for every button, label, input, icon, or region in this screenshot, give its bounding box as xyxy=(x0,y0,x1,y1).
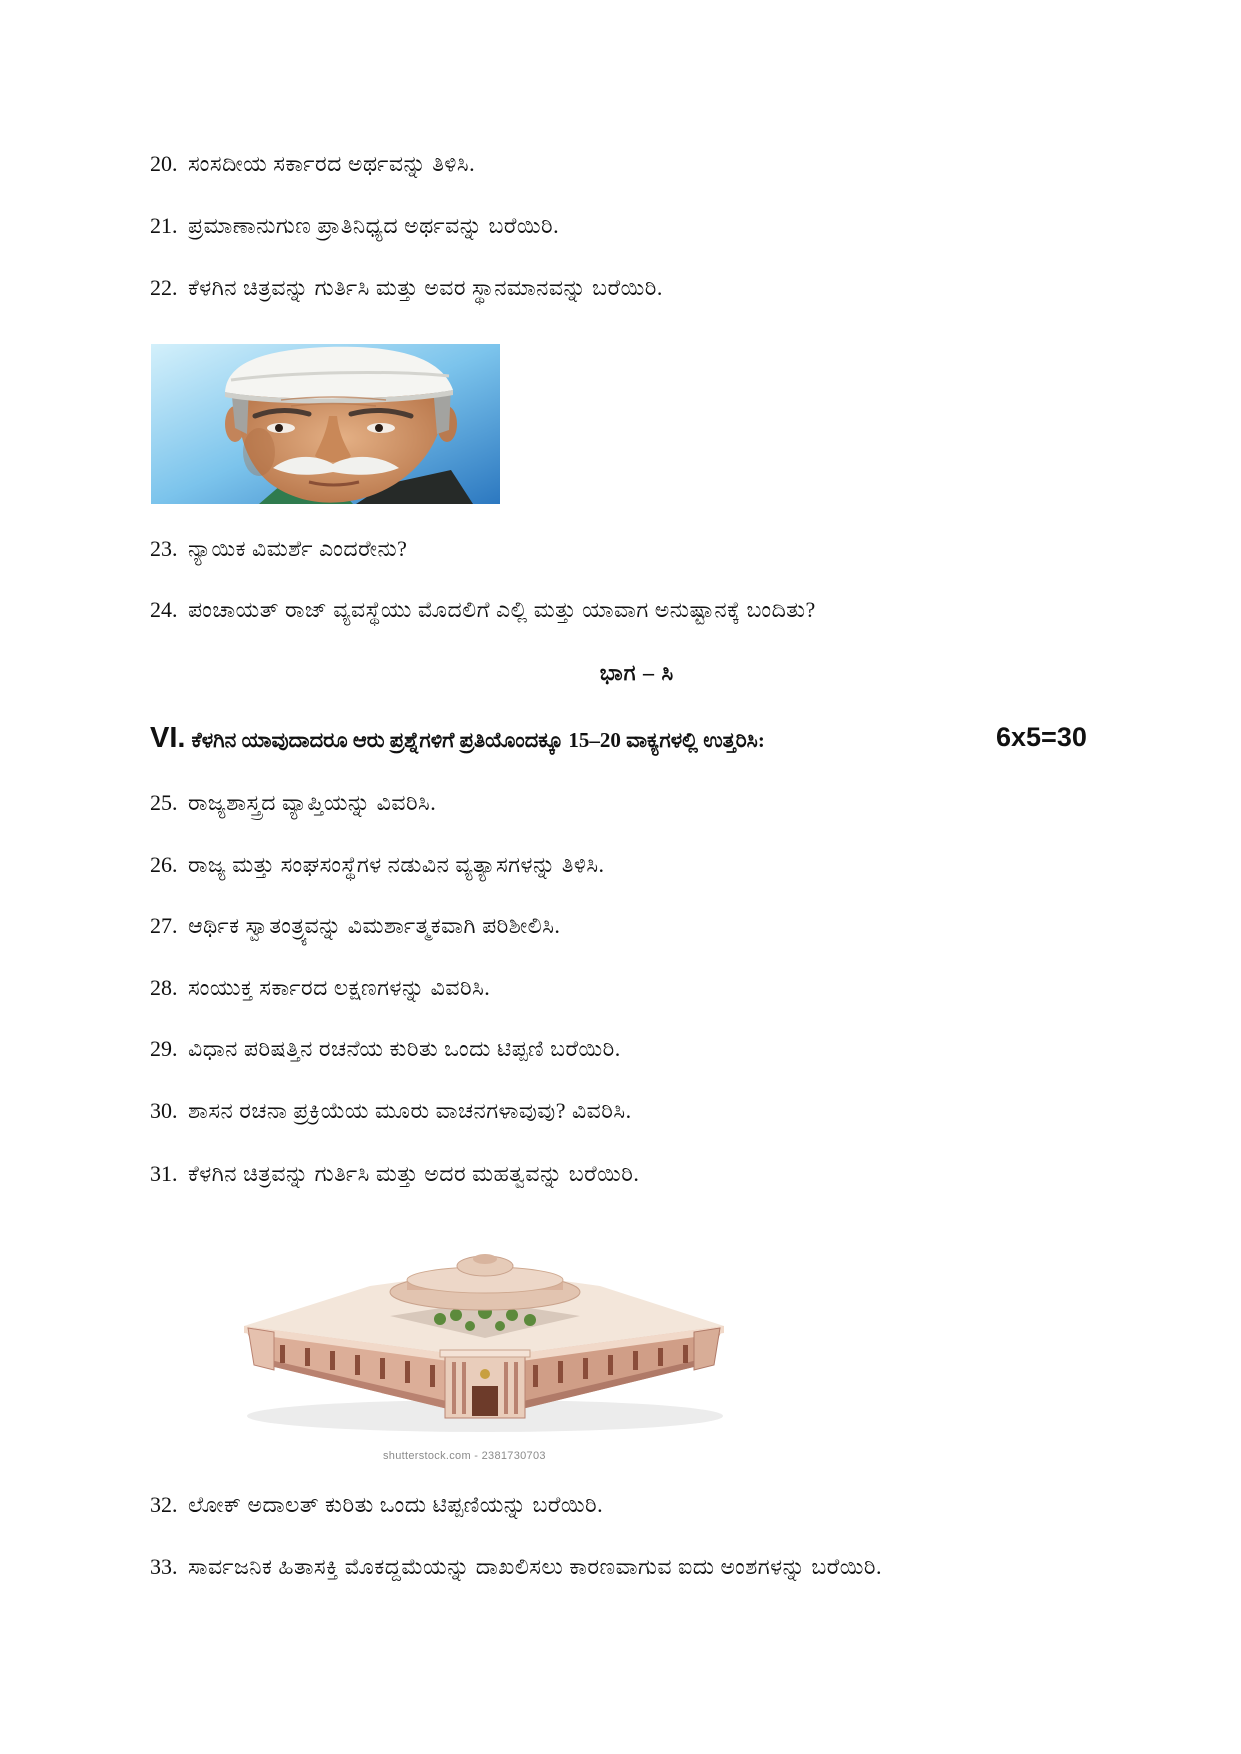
question-27 xyxy=(150,912,560,940)
question-25 xyxy=(150,789,436,817)
window xyxy=(683,1345,688,1363)
image-watermark: shutterstock.com - 2381730703 xyxy=(383,1450,546,1462)
question-number: 31. xyxy=(150,1161,178,1186)
question-number: 25. xyxy=(150,790,178,815)
right-pupil xyxy=(375,424,383,432)
parliament-building-figure xyxy=(240,1246,728,1466)
question-number: 26. xyxy=(150,852,178,877)
tree xyxy=(524,1314,536,1326)
question-text: ಕೆಳಗಿನ ಚಿತ್ರವನ್ನು ಗುರ್ತಿಸಿ ಮತ್ತು ಅದರ ಮಹತ್ವವನ್ನು ಬರೆಯಿರಿ. xyxy=(188,1161,640,1186)
question-21 xyxy=(150,212,559,240)
question-text: ರಾಜ್ಯಶಾಸ್ತ್ರದ ವ್ಯಾಪ್ತಿಯನ್ನು ವಿವರಿಸಿ. xyxy=(188,790,437,815)
window xyxy=(305,1348,310,1366)
instruction-text: ಕೆಳಗಿನ ಯಾವುದಾದರೂ ಆರು ಪ್ರಶ್ನೆಗಳಿಗೆ ಪ್ರತಿಯೊಂದಕ್ಕೂ 15–20 ವಾಕ್ಯಗಳಲ್ಲಿ ಉತ್ತರಿಸಿ: xyxy=(191,728,765,752)
left-pavilion xyxy=(248,1328,274,1370)
window xyxy=(430,1365,435,1387)
portrait-figure xyxy=(151,344,500,504)
question-number: 27. xyxy=(150,913,178,938)
marks-scheme: 6x5=30 xyxy=(996,722,1087,752)
question-number: 21. xyxy=(150,213,178,238)
question-number: 30. xyxy=(150,1098,178,1123)
dome-cap xyxy=(473,1254,497,1264)
window xyxy=(558,1361,563,1383)
tree xyxy=(465,1321,475,1331)
question-text: ವಿಧಾನ ಪರಿಷತ್ತಿನ ರಚನೆಯ ಕುರಿತು ಒಂದು ಟಿಪ್ಪಣಿ ಬರೆಯಿರಿ. xyxy=(188,1036,621,1061)
window xyxy=(608,1355,613,1375)
entrance-column xyxy=(452,1362,456,1414)
question-number: 22. xyxy=(150,275,178,300)
window xyxy=(533,1365,538,1387)
question-text: ಶಾಸನ ರಚನಾ ಪ್ರಕ್ರಿಯೆಯ ಮೂರು ವಾಚನಗಳಾವುವು? ವಿವರಿಸಿ. xyxy=(188,1098,632,1123)
national-emblem xyxy=(480,1369,490,1379)
tree xyxy=(434,1313,446,1325)
entrance-column xyxy=(462,1362,466,1414)
question-text: ರಾಜ್ಯ ಮತ್ತು ಸಂಘಸಂಸ್ಥೆಗಳ ನಡುವಿನ ವ್ಯತ್ಯಾಸಗಳನ್ನು ತಿಳಿಸಿ. xyxy=(188,852,605,877)
question-33 xyxy=(150,1553,882,1581)
window xyxy=(405,1361,410,1383)
question-number: 33. xyxy=(150,1554,178,1579)
question-text: ಆರ್ಥಿಕ ಸ್ವಾತಂತ್ರ್ಯವನ್ನು ವಿಮರ್ಶಾತ್ಮಕವಾಗಿ ಪರಿಶೀಲಿಸಿ. xyxy=(188,913,561,938)
cheek-shadow xyxy=(243,428,275,476)
question-number: 32. xyxy=(150,1492,178,1517)
tree xyxy=(506,1309,518,1321)
question-text: ಪ್ರಮಾಣಾನುಗುಣ ಪ್ರಾತಿನಿಧ್ಯದ ಅರ್ಥವನ್ನು ಬರೆಯಿರಿ. xyxy=(188,213,560,238)
question-number: 20. xyxy=(150,151,178,176)
question-29 xyxy=(150,1035,621,1063)
question-text: ಕೆಳಗಿನ ಚಿತ್ರವನ್ನು ಗುರ್ತಿಸಿ ಮತ್ತು ಅವರ ಸ್ಥಾನಮಾನವನ್ನು ಬರೆಯಿರಿ. xyxy=(188,275,663,300)
window xyxy=(583,1358,588,1379)
tree xyxy=(495,1321,505,1331)
central-entrance xyxy=(440,1350,530,1418)
right-pavilion xyxy=(694,1328,720,1370)
entrance-roof xyxy=(440,1350,530,1357)
question-text: ಲೋಕ್ ಅದಾಲತ್ ಕುರಿತು ಒಂದು ಟಿಪ್ಪಣಿಯನ್ನು ಬರೆಯಿರಿ. xyxy=(188,1492,604,1517)
entrance-column xyxy=(504,1362,508,1414)
question-28 xyxy=(150,974,490,1002)
question-text: ಸಾರ್ವಜನಿಕ ಹಿತಾಸಕ್ತಿ ಮೊಕದ್ದಮೆಯನ್ನು ದಾಖಲಿಸಲು ಕಾರಣವಾಗುವ ಐದು ಅಂಶಗಳನ್ನು ಬರೆಯಿರಿ. xyxy=(188,1554,882,1579)
section-instruction xyxy=(150,722,765,755)
window xyxy=(380,1358,385,1379)
window xyxy=(658,1348,663,1366)
question-26 xyxy=(150,851,605,879)
entrance-column xyxy=(514,1362,518,1414)
question-22 xyxy=(150,274,663,302)
window xyxy=(330,1351,335,1370)
question-20 xyxy=(150,150,475,178)
window xyxy=(633,1351,638,1370)
left-pupil xyxy=(275,424,283,432)
tree xyxy=(450,1309,462,1321)
question-24 xyxy=(150,596,816,624)
question-23 xyxy=(150,535,407,563)
central-dome xyxy=(390,1254,580,1310)
question-number: 24. xyxy=(150,597,178,622)
question-32 xyxy=(150,1491,603,1519)
question-text: ಸಂಸದೀಯ ಸರ್ಕಾರದ ಅರ್ಥವನ್ನು ತಿಳಿಸಿ. xyxy=(188,151,476,176)
entrance-door xyxy=(472,1386,498,1416)
question-text: ನ್ಯಾಯಿಕ ವಿಮರ್ಶೆ ಎಂದರೇನು? xyxy=(188,536,408,561)
window xyxy=(280,1345,285,1363)
question-number: 29. xyxy=(150,1036,178,1061)
instruction-roman-numeral: VI. xyxy=(150,722,186,754)
question-31 xyxy=(150,1160,639,1188)
question-number: 23. xyxy=(150,536,178,561)
section-title: ಭಾಗ – ಸಿ xyxy=(599,660,675,685)
question-text: ಪಂಚಾಯತ್ ರಾಜ್ ವ್ಯವಸ್ಥೆಯು ಮೊದಲಿಗೆ ಎಲ್ಲಿ ಮತ್ತು ಯಾವಾಗ ಅನುಷ್ಟಾನಕ್ಕೆ ಬಂದಿತು? xyxy=(188,597,816,622)
question-number: 28. xyxy=(150,975,178,1000)
window xyxy=(355,1355,360,1375)
question-text: ಸಂಯುಕ್ತ ಸರ್ಕಾರದ ಲಕ್ಷಣಗಳನ್ನು ವಿವರಿಸಿ. xyxy=(188,975,491,1000)
question-30 xyxy=(150,1097,632,1125)
